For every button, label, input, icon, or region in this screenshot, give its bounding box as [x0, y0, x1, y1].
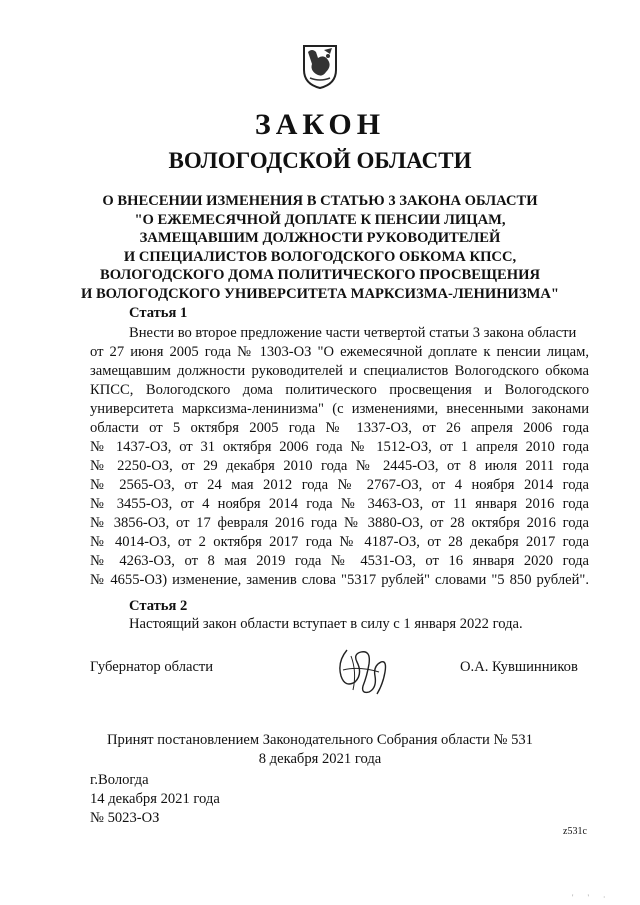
- article-1-line: области от 5 октября 2005 года № 1337-ОЗ, от 26 апреля 2006 года: [90, 420, 589, 436]
- document-title: ЗАКОН: [254, 108, 386, 141]
- document-subtitle: ВОЛОГОДСКОЙ ОБЛАСТИ: [168, 148, 472, 173]
- heading-line: О ВНЕСЕНИИ ИЗМЕНЕНИЯ В СТАТЬЮ 3 ЗАКОНА ОБЛАСТИ: [102, 193, 538, 209]
- article-1-line: № 3455-ОЗ, от 4 ноября 2014 года № 3463-ОЗ, от 11 января 2016 года: [90, 496, 589, 512]
- heading-line: ЗАМЕЩАВШИМ ДОЛЖНОСТИ РУКОВОДИТЕЛЕЙ: [139, 230, 501, 247]
- article-1-line: № 4014-ОЗ, от 2 октября 2017 года № 4187-ОЗ, от 28 декабря 2017 года: [90, 534, 589, 550]
- article-1-title: Статья 1: [129, 305, 188, 321]
- signing-date: 14 декабря 2021 года: [90, 791, 220, 807]
- adoption-note: [0, 731, 640, 769]
- heading-line: И ВОЛОГОДСКОГО УНИВЕРСИТЕТА МАРКСИЗМА-ЛЕНИНИЗМА": [80, 285, 560, 302]
- article-1-line: университета марксизма-ленинизма" (с изменениями, внесенными законами: [90, 401, 589, 417]
- adoption-date: 8 декабря 2021 года: [258, 751, 382, 767]
- article-1-line: № 4263-ОЗ, от 8 мая 2019 года № 4531-ОЗ, от 16 января 2020 года: [90, 553, 589, 569]
- city: г.Вологда: [90, 772, 149, 788]
- article-1-line: КПСС, Вологодского дома политического просвещения и Вологодского: [90, 382, 589, 398]
- heading-line: И СПЕЦИАЛИСТОВ ВОЛОГОДСКОГО ОБКОМА КПСС,: [123, 248, 517, 265]
- heading-line: "О ЕЖЕМЕСЯЧНОЙ ДОПЛАТЕ К ПЕНСИИ ЛИЦАМ,: [134, 211, 506, 228]
- article-1-line: № 3856-ОЗ, от 17 февраля 2016 года № 3880-ОЗ, от 28 октября 2016 года: [90, 515, 589, 531]
- article-1-line: Внести во второе предложение части четвертой статьи 3 закона области: [129, 325, 577, 341]
- article-1-line: от 27 июня 2005 года № 1303-ОЗ "О ежемесячной доплате к пенсии лицам,: [90, 344, 589, 360]
- handwritten-signature: [333, 642, 391, 700]
- article-1-line: № 1437-ОЗ, от 31 октября 2006 года № 1512-ОЗ, от 1 апреля 2010 года: [90, 439, 589, 455]
- document-code: z531c: [563, 826, 587, 837]
- signatory-role: Губернатор области: [90, 659, 214, 675]
- place-and-date: [90, 771, 220, 828]
- article-1-line: замещавшим должности руководителей и специалистов Вологодского обкома: [90, 363, 589, 379]
- article-2-title: Статья 2: [129, 598, 188, 614]
- law-number: № 5023-ОЗ: [90, 810, 160, 826]
- coat-of-arms-icon: [302, 44, 338, 90]
- heading-line: ВОЛОГОДСКОГО ДОМА ПОЛИТИЧЕСКОГО ПРОСВЕЩЕНИЯ: [99, 267, 541, 284]
- article-2-text: Настоящий закон области вступает в силу с 1 января 2022 года.: [129, 616, 523, 632]
- article-1-line: № 2250-ОЗ, от 29 декабря 2010 года № 2445-ОЗ, от 8 июля 2011 года: [90, 458, 589, 474]
- article-1-line: № 2565-ОЗ, от 24 мая 2012 года № 2767-ОЗ, от 4 ноября 2014 года: [90, 477, 589, 493]
- adoption-line: Принят постановлением Законодательного Собрания области № 531: [107, 732, 533, 748]
- article-1-line: № 4655-ОЗ) изменение, заменив слова "5317 рублей" словами "5 850 рублей".: [90, 572, 589, 588]
- law-heading: [60, 192, 580, 304]
- signatory-name: О.А. Кувшинников: [460, 659, 578, 675]
- scan-marks: ' ' ·: [572, 893, 612, 902]
